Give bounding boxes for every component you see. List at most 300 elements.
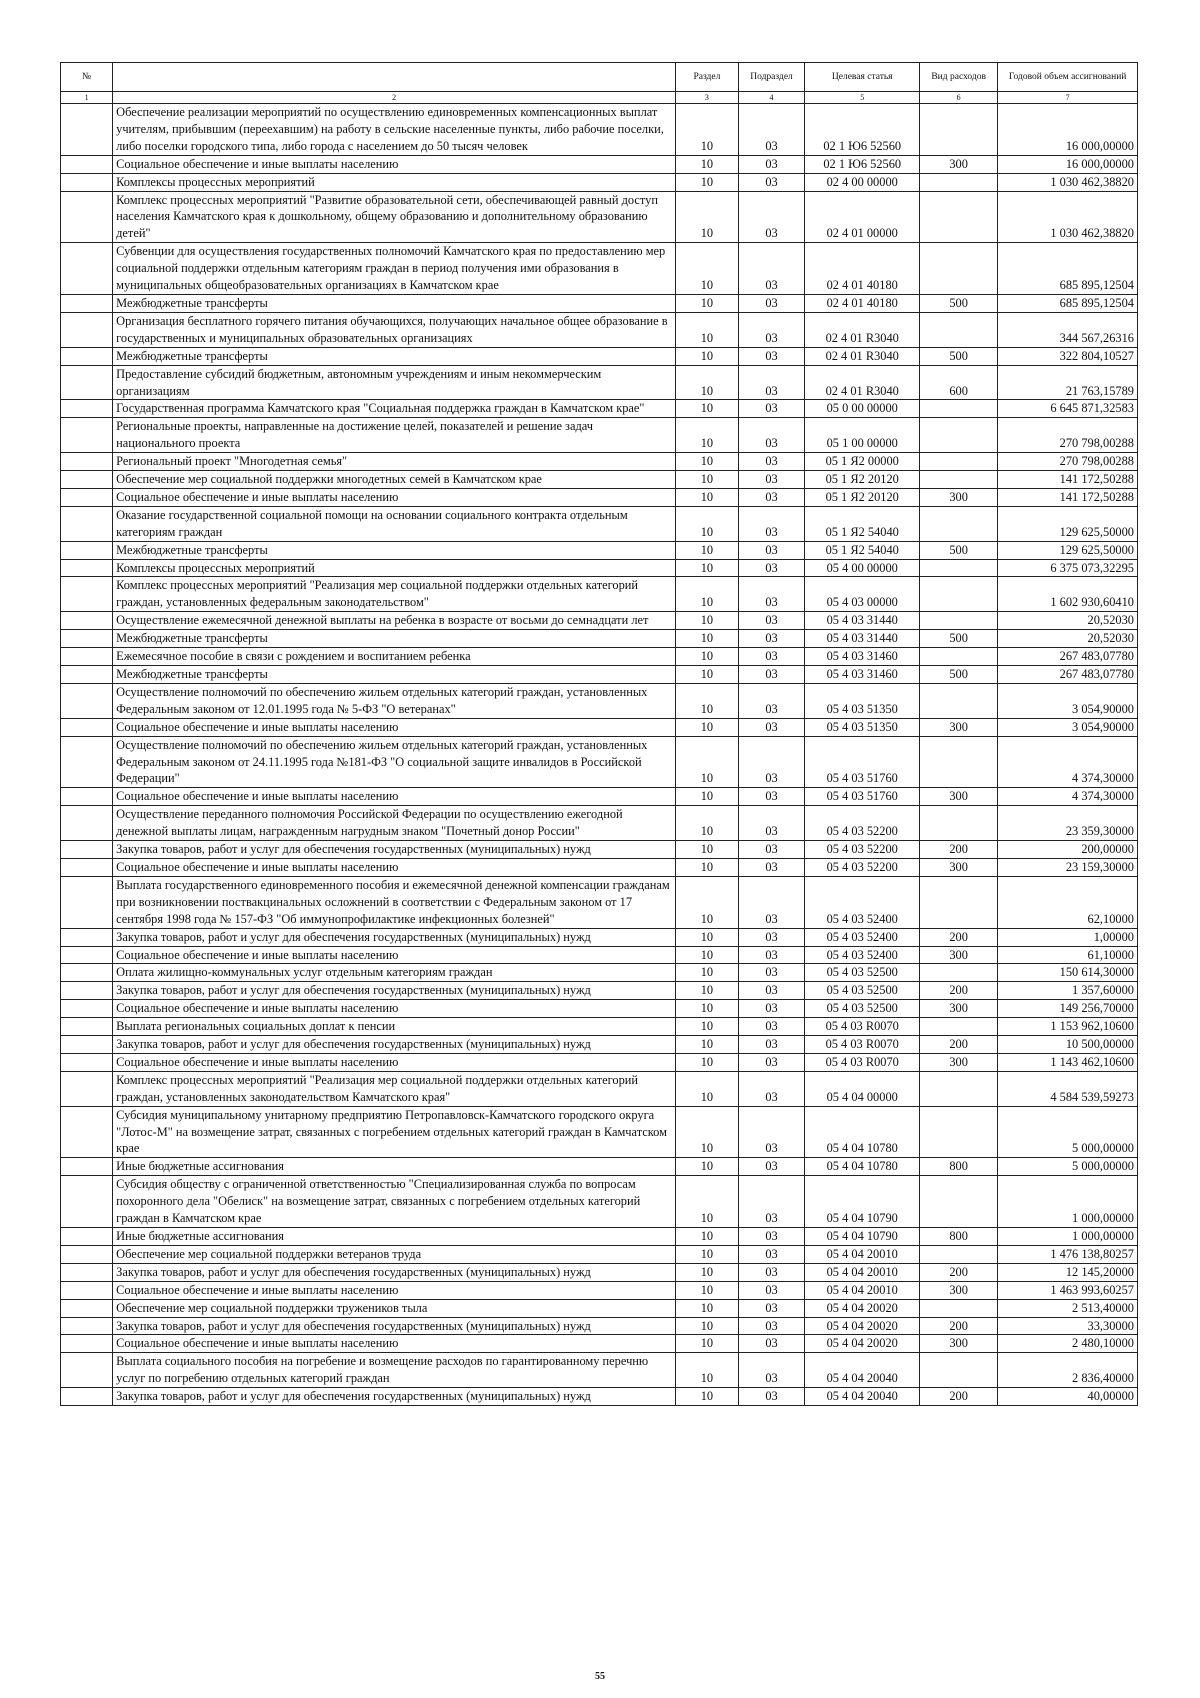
row-section-cell: 10 (676, 1158, 739, 1176)
row-expense-type-cell: 200 (920, 928, 998, 946)
row-subsection-cell: 03 (738, 876, 805, 928)
row-name-cell: Обеспечение реализации мероприятий по осуществлению единовременных компенсационных выплат учителям, прибывшим (переехавшим) на работу в сельские населенные пункты, либо рабочие поселки, либо поселки городского типа, либо города с населением до 50 тысяч человек (113, 104, 676, 156)
row-target-article-cell: 05 4 03 52200 (805, 858, 920, 876)
row-name-cell: Социальное обеспечение и иные выплаты населению (113, 946, 676, 964)
row-amount-cell: 33,30000 (998, 1317, 1138, 1335)
row-number-cell (61, 1071, 113, 1106)
row-subsection-cell: 03 (738, 541, 805, 559)
row-target-article-cell: 05 4 04 00000 (805, 1071, 920, 1106)
row-amount-cell: 150 614,30000 (998, 964, 1138, 982)
row-section-cell: 10 (676, 806, 739, 841)
row-subsection-cell: 03 (738, 683, 805, 718)
row-expense-type-cell (920, 1299, 998, 1317)
table-row (61, 1388, 1138, 1406)
row-subsection-cell: 03 (738, 418, 805, 453)
row-subsection-cell: 03 (738, 577, 805, 612)
table-row (61, 1317, 1138, 1335)
row-amount-cell: 1 463 993,60257 (998, 1281, 1138, 1299)
row-subsection-cell: 03 (738, 155, 805, 173)
row-name-cell: Обеспечение мер социальной поддержки тружеников тыла (113, 1299, 676, 1317)
row-section-cell: 10 (676, 506, 739, 541)
row-subsection-cell: 03 (738, 806, 805, 841)
row-name-cell: Региональные проекты, направленные на достижение целей, показателей и решение задач национального проекта (113, 418, 676, 453)
row-subsection-cell: 03 (738, 1263, 805, 1281)
row-expense-type-cell (920, 648, 998, 666)
row-name-cell: Комплекс процессных мероприятий "Развитие образовательной сети, обеспечивающей равный доступ населения Камчатского края к дошкольному, общему образованию и дополнительному образованию детей" (113, 191, 676, 243)
row-amount-cell: 1 153 962,10600 (998, 1018, 1138, 1036)
table-row (61, 946, 1138, 964)
row-amount-cell: 1 000,00000 (998, 1228, 1138, 1246)
row-expense-type-cell (920, 964, 998, 982)
table-row (61, 841, 1138, 859)
row-number-cell (61, 312, 113, 347)
row-expense-type-cell: 500 (920, 347, 998, 365)
table-row (61, 312, 1138, 347)
row-amount-cell: 4 374,30000 (998, 736, 1138, 788)
column-number: 4 (738, 92, 805, 104)
row-section-cell: 10 (676, 1317, 739, 1335)
table-row (61, 1106, 1138, 1158)
row-name-cell: Субсидия муниципальному унитарному предприятию Петропавловск-Камчатского городского округа "Лотос-М" на возмещение затрат, связанных с погребением отдельных категорий граждан в Камчатском крае (113, 1106, 676, 1158)
row-section-cell: 10 (676, 488, 739, 506)
row-name-cell: Социальное обеспечение и иные выплаты населению (113, 1053, 676, 1071)
row-section-cell: 10 (676, 648, 739, 666)
column-number: 5 (805, 92, 920, 104)
row-subsection-cell: 03 (738, 982, 805, 1000)
table-row (61, 806, 1138, 841)
table-row (61, 683, 1138, 718)
row-amount-cell: 1 476 138,80257 (998, 1245, 1138, 1263)
row-target-article-cell: 05 4 03 R0070 (805, 1036, 920, 1054)
row-subsection-cell: 03 (738, 506, 805, 541)
row-section-cell: 10 (676, 453, 739, 471)
row-name-cell: Социальное обеспечение и иные выплаты населению (113, 788, 676, 806)
row-expense-type-cell: 500 (920, 541, 998, 559)
table-row (61, 666, 1138, 684)
row-name-cell: Социальное обеспечение и иные выплаты населению (113, 1281, 676, 1299)
row-name-cell: Ежемесячное пособие в связи с рождением и воспитанием ребенка (113, 648, 676, 666)
row-target-article-cell: 05 4 03 52200 (805, 806, 920, 841)
row-section-cell: 10 (676, 683, 739, 718)
row-expense-type-cell (920, 312, 998, 347)
row-name-cell: Социальное обеспечение и иные выплаты населению (113, 488, 676, 506)
row-number-cell (61, 1158, 113, 1176)
table-row (61, 488, 1138, 506)
header-name (113, 63, 676, 92)
row-amount-cell: 16 000,00000 (998, 104, 1138, 156)
row-subsection-cell: 03 (738, 559, 805, 577)
row-target-article-cell: 05 4 03 31440 (805, 630, 920, 648)
row-expense-type-cell: 200 (920, 1317, 998, 1335)
row-section-cell: 10 (676, 1176, 739, 1228)
row-subsection-cell: 03 (738, 788, 805, 806)
row-target-article-cell: 05 4 04 20010 (805, 1281, 920, 1299)
row-target-article-cell: 05 1 Я2 20120 (805, 488, 920, 506)
row-number-cell (61, 506, 113, 541)
row-section-cell: 10 (676, 173, 739, 191)
row-amount-cell: 267 483,07780 (998, 666, 1138, 684)
row-amount-cell: 40,00000 (998, 1388, 1138, 1406)
column-number: 7 (998, 92, 1138, 104)
row-name-cell: Закупка товаров, работ и услуг для обеспечения государственных (муниципальных) нужд (113, 928, 676, 946)
row-subsection-cell: 03 (738, 243, 805, 295)
row-subsection-cell: 03 (738, 736, 805, 788)
row-subsection-cell: 03 (738, 1053, 805, 1071)
row-target-article-cell: 05 4 03 52200 (805, 841, 920, 859)
row-target-article-cell: 05 4 03 31460 (805, 648, 920, 666)
row-name-cell: Комплексы процессных мероприятий (113, 173, 676, 191)
row-subsection-cell: 03 (738, 1281, 805, 1299)
row-target-article-cell: 05 4 03 52400 (805, 928, 920, 946)
table-row (61, 1053, 1138, 1071)
row-section-cell: 10 (676, 1335, 739, 1353)
row-name-cell: Осуществление переданного полномочия Российской Федерации по осуществлению ежегодной денежной выплаты лицам, награжденным нагрудным знаком "Почетный донор России" (113, 806, 676, 841)
row-expense-type-cell (920, 400, 998, 418)
row-amount-cell: 344 567,26316 (998, 312, 1138, 347)
row-number-cell (61, 876, 113, 928)
row-expense-type-cell: 300 (920, 718, 998, 736)
row-section-cell: 10 (676, 312, 739, 347)
row-target-article-cell: 05 4 04 20020 (805, 1335, 920, 1353)
row-section-cell: 10 (676, 841, 739, 859)
row-section-cell: 10 (676, 736, 739, 788)
row-name-cell: Иные бюджетные ассигнования (113, 1158, 676, 1176)
row-subsection-cell: 03 (738, 191, 805, 243)
table-row (61, 155, 1138, 173)
row-target-article-cell: 05 4 03 52500 (805, 964, 920, 982)
row-name-cell: Закупка товаров, работ и услуг для обеспечения государственных (муниципальных) нужд (113, 982, 676, 1000)
row-amount-cell: 1 602 930,60410 (998, 577, 1138, 612)
table-row (61, 718, 1138, 736)
row-target-article-cell: 05 4 04 20040 (805, 1353, 920, 1388)
row-subsection-cell: 03 (738, 471, 805, 489)
row-subsection-cell: 03 (738, 1317, 805, 1335)
row-number-cell (61, 347, 113, 365)
table-row (61, 1000, 1138, 1018)
row-target-article-cell: 05 4 04 20040 (805, 1388, 920, 1406)
table-row (61, 294, 1138, 312)
row-target-article-cell: 05 4 04 20020 (805, 1299, 920, 1317)
row-name-cell: Осуществление полномочий по обеспечению жильем отдельных категорий граждан, установленных Федеральным законом от 24.11.1995 года №181-ФЗ "О социальной защите инвалидов в Российской Федерации" (113, 736, 676, 788)
row-target-article-cell: 05 4 03 51760 (805, 788, 920, 806)
row-target-article-cell: 05 4 04 10780 (805, 1158, 920, 1176)
header-target-article: Целевая статья (805, 63, 920, 92)
table-row (61, 788, 1138, 806)
table-row (61, 243, 1138, 295)
row-number-cell (61, 243, 113, 295)
row-name-cell: Закупка товаров, работ и услуг для обеспечения государственных (муниципальных) нужд (113, 1388, 676, 1406)
row-expense-type-cell: 600 (920, 365, 998, 400)
row-expense-type-cell: 200 (920, 1036, 998, 1054)
header-no: № (61, 63, 113, 92)
page-number: 55 (595, 1671, 605, 1682)
row-name-cell: Межбюджетные трансферты (113, 294, 676, 312)
row-section-cell: 10 (676, 876, 739, 928)
row-number-cell (61, 666, 113, 684)
row-expense-type-cell: 300 (920, 488, 998, 506)
row-expense-type-cell (920, 1071, 998, 1106)
row-name-cell: Оплата жилищно-коммунальных услуг отдельным категориям граждан (113, 964, 676, 982)
row-number-cell (61, 1036, 113, 1054)
row-name-cell: Межбюджетные трансферты (113, 541, 676, 559)
row-amount-cell: 23 359,30000 (998, 806, 1138, 841)
row-subsection-cell: 03 (738, 946, 805, 964)
row-name-cell: Комплекс процессных мероприятий "Реализация мер социальной поддержки отдельных категорий граждан, установленных федеральным законодательством" (113, 577, 676, 612)
row-section-cell: 10 (676, 559, 739, 577)
column-number-row (61, 92, 1138, 104)
row-expense-type-cell (920, 506, 998, 541)
table-row (61, 964, 1138, 982)
table-row (61, 365, 1138, 400)
row-section-cell: 10 (676, 788, 739, 806)
row-subsection-cell: 03 (738, 1158, 805, 1176)
row-name-cell: Социальное обеспечение и иные выплаты населению (113, 155, 676, 173)
row-expense-type-cell (920, 453, 998, 471)
row-expense-type-cell (920, 1245, 998, 1263)
row-number-cell (61, 982, 113, 1000)
row-expense-type-cell: 200 (920, 1388, 998, 1406)
row-target-article-cell: 05 1 Я2 54040 (805, 541, 920, 559)
row-amount-cell: 5 000,00000 (998, 1158, 1138, 1176)
row-number-cell (61, 155, 113, 173)
row-subsection-cell: 03 (738, 841, 805, 859)
row-subsection-cell: 03 (738, 648, 805, 666)
row-number-cell (61, 541, 113, 559)
row-expense-type-cell: 300 (920, 155, 998, 173)
row-expense-type-cell (920, 243, 998, 295)
row-section-cell: 10 (676, 630, 739, 648)
row-expense-type-cell (920, 1018, 998, 1036)
row-subsection-cell: 03 (738, 612, 805, 630)
row-name-cell: Социальное обеспечение и иные выплаты населению (113, 718, 676, 736)
row-section-cell: 10 (676, 541, 739, 559)
row-expense-type-cell: 300 (920, 1281, 998, 1299)
row-section-cell: 10 (676, 243, 739, 295)
header-annual-amount: Годовой объем ассигнований (998, 63, 1138, 92)
row-amount-cell: 16 000,00000 (998, 155, 1138, 173)
row-section-cell: 10 (676, 365, 739, 400)
row-subsection-cell: 03 (738, 400, 805, 418)
row-target-article-cell: 02 1 Ю6 52560 (805, 104, 920, 156)
row-expense-type-cell: 300 (920, 1000, 998, 1018)
row-name-cell: Субвенции для осуществления государственных полномочий Камчатского края по предоставлению мер социальной поддержки отдельным категориям граждан в период получения ими образования в муниципальных общеобразовательных организациях в Камчатском крае (113, 243, 676, 295)
row-name-cell: Организация бесплатного горячего питания обучающихся, получающих начальное общее образование в государственных и муниципальных образовательных организациях (113, 312, 676, 347)
row-number-cell (61, 1000, 113, 1018)
row-subsection-cell: 03 (738, 294, 805, 312)
row-number-cell (61, 1353, 113, 1388)
table-row (61, 506, 1138, 541)
row-subsection-cell: 03 (738, 1388, 805, 1406)
row-amount-cell: 1 000,00000 (998, 1176, 1138, 1228)
budget-table (60, 62, 1138, 1406)
row-number-cell (61, 736, 113, 788)
row-subsection-cell: 03 (738, 488, 805, 506)
row-name-cell: Социальное обеспечение и иные выплаты населению (113, 1335, 676, 1353)
row-section-cell: 10 (676, 191, 739, 243)
row-target-article-cell: 05 4 04 10790 (805, 1228, 920, 1246)
row-number-cell (61, 1176, 113, 1228)
table-row (61, 648, 1138, 666)
row-name-cell: Выплата социального пособия на погребение и возмещение расходов по гарантированному перечню услуг по погребению отдельных категорий граждан (113, 1353, 676, 1388)
row-number-cell (61, 1299, 113, 1317)
row-target-article-cell: 05 4 04 10780 (805, 1106, 920, 1158)
row-number-cell (61, 1281, 113, 1299)
row-amount-cell: 2 480,10000 (998, 1335, 1138, 1353)
row-section-cell: 10 (676, 1036, 739, 1054)
table-row (61, 1158, 1138, 1176)
row-name-cell: Межбюджетные трансферты (113, 666, 676, 684)
row-amount-cell: 21 763,15789 (998, 365, 1138, 400)
row-amount-cell: 270 798,00288 (998, 453, 1138, 471)
row-amount-cell: 200,00000 (998, 841, 1138, 859)
row-number-cell (61, 1335, 113, 1353)
row-number-cell (61, 946, 113, 964)
row-name-cell: Субсидия обществу с ограниченной ответственностью "Специализированная служба по вопросам похоронного дела "Обелиск" на возмещение затрат, связанных с погребением отдельных категорий граждан в Камчатском крае (113, 1176, 676, 1228)
row-target-article-cell: 05 1 Я2 54040 (805, 506, 920, 541)
row-expense-type-cell (920, 471, 998, 489)
row-target-article-cell: 05 4 04 20020 (805, 1317, 920, 1335)
row-amount-cell: 12 145,20000 (998, 1263, 1138, 1281)
row-section-cell: 10 (676, 1281, 739, 1299)
row-target-article-cell: 05 4 03 31440 (805, 612, 920, 630)
row-name-cell: Региональный проект "Многодетная семья" (113, 453, 676, 471)
row-section-cell: 10 (676, 1388, 739, 1406)
table-row (61, 858, 1138, 876)
row-target-article-cell: 05 1 00 00000 (805, 418, 920, 453)
row-section-cell: 10 (676, 104, 739, 156)
table-row (61, 418, 1138, 453)
row-number-cell (61, 173, 113, 191)
row-expense-type-cell: 500 (920, 666, 998, 684)
row-number-cell (61, 294, 113, 312)
table-row (61, 982, 1138, 1000)
row-number-cell (61, 788, 113, 806)
row-target-article-cell: 05 4 03 00000 (805, 577, 920, 612)
row-subsection-cell: 03 (738, 1018, 805, 1036)
row-amount-cell: 141 172,50288 (998, 471, 1138, 489)
table-row (61, 400, 1138, 418)
row-subsection-cell: 03 (738, 1228, 805, 1246)
row-target-article-cell: 05 4 03 52500 (805, 982, 920, 1000)
table-body (61, 104, 1138, 1406)
row-expense-type-cell: 200 (920, 841, 998, 859)
row-target-article-cell: 02 4 01 40180 (805, 294, 920, 312)
row-section-cell: 10 (676, 400, 739, 418)
column-number: 1 (61, 92, 113, 104)
row-amount-cell: 4 374,30000 (998, 788, 1138, 806)
row-subsection-cell: 03 (738, 1106, 805, 1158)
row-subsection-cell: 03 (738, 1299, 805, 1317)
row-subsection-cell: 03 (738, 718, 805, 736)
row-name-cell: Закупка товаров, работ и услуг для обеспечения государственных (муниципальных) нужд (113, 841, 676, 859)
row-target-article-cell: 02 4 01 R3040 (805, 365, 920, 400)
row-name-cell: Комплекс процессных мероприятий "Реализация мер социальной поддержки отдельных категорий граждан, установленных законодательством Камчатского края" (113, 1071, 676, 1106)
row-subsection-cell: 03 (738, 453, 805, 471)
row-section-cell: 10 (676, 858, 739, 876)
row-expense-type-cell: 800 (920, 1158, 998, 1176)
row-expense-type-cell (920, 559, 998, 577)
row-section-cell: 10 (676, 1000, 739, 1018)
row-expense-type-cell (920, 173, 998, 191)
row-expense-type-cell: 300 (920, 858, 998, 876)
row-subsection-cell: 03 (738, 1176, 805, 1228)
table-row (61, 577, 1138, 612)
table-row (61, 559, 1138, 577)
row-target-article-cell: 05 4 03 51350 (805, 718, 920, 736)
row-number-cell (61, 858, 113, 876)
row-expense-type-cell (920, 683, 998, 718)
row-target-article-cell: 05 4 03 52400 (805, 946, 920, 964)
table-row (61, 1071, 1138, 1106)
row-target-article-cell: 05 4 03 51760 (805, 736, 920, 788)
row-number-cell (61, 365, 113, 400)
row-subsection-cell: 03 (738, 1245, 805, 1263)
row-subsection-cell: 03 (738, 104, 805, 156)
row-name-cell: Оказание государственной социальной помощи на основании социального контракта отдельным категориям граждан (113, 506, 676, 541)
row-amount-cell: 62,10000 (998, 876, 1138, 928)
row-expense-type-cell (920, 1176, 998, 1228)
row-number-cell (61, 928, 113, 946)
row-section-cell: 10 (676, 1106, 739, 1158)
row-target-article-cell: 05 1 Я2 00000 (805, 453, 920, 471)
row-target-article-cell: 05 4 03 R0070 (805, 1053, 920, 1071)
row-target-article-cell: 02 4 00 00000 (805, 173, 920, 191)
table-row (61, 1299, 1138, 1317)
row-section-cell: 10 (676, 612, 739, 630)
row-name-cell: Обеспечение мер социальной поддержки ветеранов труда (113, 1245, 676, 1263)
row-expense-type-cell (920, 104, 998, 156)
row-amount-cell: 685 895,12504 (998, 243, 1138, 295)
row-target-article-cell: 05 0 00 00000 (805, 400, 920, 418)
row-expense-type-cell: 200 (920, 982, 998, 1000)
row-name-cell: Государственная программа Камчатского края "Социальная поддержка граждан в Камчатском крае" (113, 400, 676, 418)
row-target-article-cell: 05 4 03 R0070 (805, 1018, 920, 1036)
row-section-cell: 10 (676, 1053, 739, 1071)
row-amount-cell: 61,10000 (998, 946, 1138, 964)
row-name-cell: Выплата государственного единовременного пособия и ежемесячной денежной компенсации гражданам при возникновении поствакцинальных осложнений в соответствии с Федеральным законом от 17 сентября 1998 года № 157-ФЗ "Об иммунопрофилактике инфекционных болезней" (113, 876, 676, 928)
table-row (61, 928, 1138, 946)
row-number-cell (61, 1228, 113, 1246)
row-expense-type-cell: 500 (920, 294, 998, 312)
row-subsection-cell: 03 (738, 1353, 805, 1388)
row-amount-cell: 3 054,90000 (998, 683, 1138, 718)
row-expense-type-cell: 300 (920, 788, 998, 806)
row-number-cell (61, 1018, 113, 1036)
row-expense-type-cell: 500 (920, 630, 998, 648)
row-section-cell: 10 (676, 946, 739, 964)
row-section-cell: 10 (676, 1353, 739, 1388)
row-expense-type-cell (920, 1353, 998, 1388)
table-row (61, 453, 1138, 471)
row-name-cell: Закупка товаров, работ и услуг для обеспечения государственных (муниципальных) нужд (113, 1263, 676, 1281)
row-amount-cell: 5 000,00000 (998, 1106, 1138, 1158)
table-row (61, 1036, 1138, 1054)
row-target-article-cell: 05 1 Я2 20120 (805, 471, 920, 489)
row-section-cell: 10 (676, 718, 739, 736)
row-subsection-cell: 03 (738, 964, 805, 982)
table-row (61, 1018, 1138, 1036)
row-target-article-cell: 05 4 04 20010 (805, 1245, 920, 1263)
row-amount-cell: 1 030 462,38820 (998, 173, 1138, 191)
table-row (61, 1263, 1138, 1281)
table-row (61, 191, 1138, 243)
row-number-cell (61, 648, 113, 666)
row-section-cell: 10 (676, 964, 739, 982)
row-number-cell (61, 1388, 113, 1406)
row-target-article-cell: 02 1 Ю6 52560 (805, 155, 920, 173)
row-amount-cell: 129 625,50000 (998, 541, 1138, 559)
row-number-cell (61, 1106, 113, 1158)
